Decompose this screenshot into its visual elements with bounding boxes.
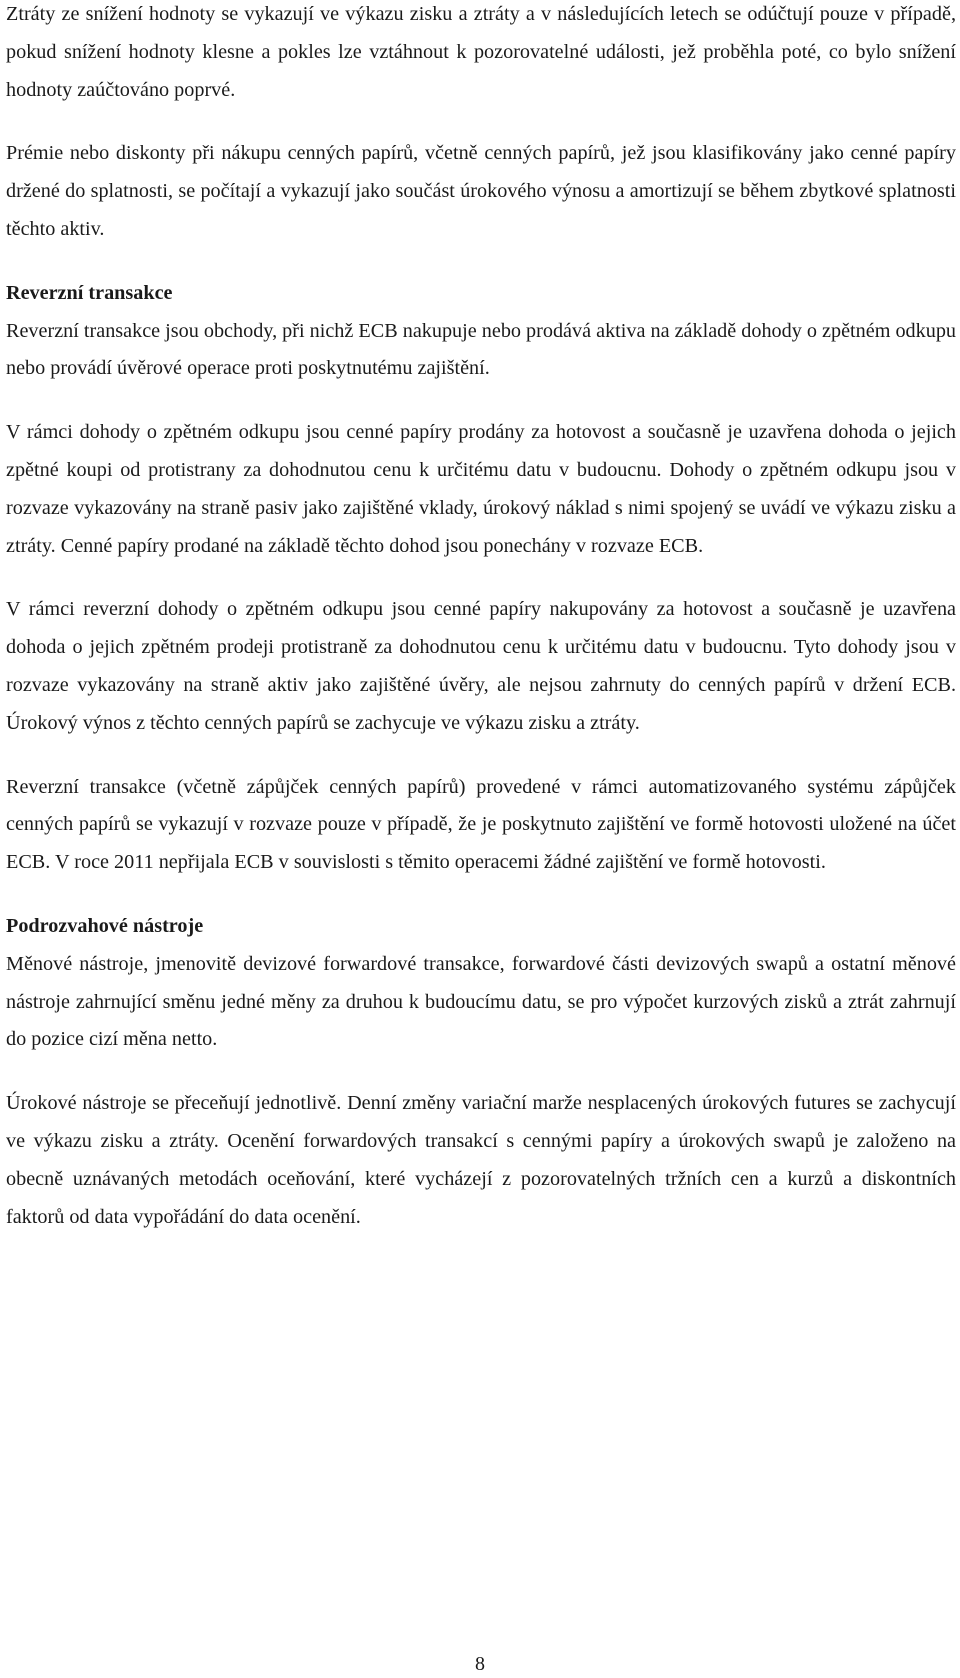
paragraph-reverse-repo-agreements: V rámci reverzní dohody o zpětném odkupu jsou cenné papíry nakupovány za hotovost a současně je uzavřena dohoda o jejich zpětném prodeji protistraně za dohodnutou cenu k určitému datu v budoucnu. Tyto dohody jsou v rozvaze vykazovány na straně aktiv jako zajištěné úvěry, ale nejsou zahrnuty do cenných papírů v držení ECB. Úrokový výnos z těchto cenných papírů se zachycuje ve výkazu zisku a ztráty. <box>6 598 956 734</box>
page-number: 8 <box>475 1653 485 1675</box>
paragraph-repo-agreements: V rámci dohody o zpětném odkupu jsou cenné papíry prodány za hotovost a současně je uzavřena dohoda o jejich zpětné koupi od protistrany za dohodnutou cenu k určitému datu v budoucnu. Dohody o zpětném odkupu jsou v rozvaze vykazovány na straně pasiv jako zajištěné vklady, úrokový náklad s nimi spojený se uvádí ve výkazu zisku a ztráty. Cenné papíry prodané na základě těchto dohod jsou ponechány v rozvaze ECB. <box>6 421 956 557</box>
paragraph-premiums-discounts: Prémie nebo diskonty při nákupu cenných papírů, včetně cenných papírů, jež jsou klasifikovány jako cenné papíry držené do splatnosti, se počítají a vykazují jako součást úrokového výnosu a amortizují se během zbytkové splatnosti těchto aktiv. <box>6 142 956 240</box>
heading-reverse-transactions: Reverzní transakce <box>6 281 173 304</box>
paragraph-securities-lending: Reverzní transakce (včetně zápůjček cenných papírů) provedené v rámci automatizovaného systému zápůjček cenných papírů se vykazují v rozvaze pouze v případě, že je poskytnuto zajištění ve formě hotovosti uložené na účet ECB. V roce 2011 nepřijala ECB v souvislosti s těmito operacemi žádné zajištění ve formě hotovosti. <box>6 775 956 874</box>
paragraph-reverse-definition: Reverzní transakce jsou obchody, při nichž ECB nakupuje nebo prodává aktiva na základě dohody o zpětném odkupu nebo provádí úvěrové operace proti poskytnutému zajištění. <box>6 319 957 380</box>
document-page <box>6 0 958 1236</box>
paragraph-interest-rate-instruments: Úrokové nástroje se přeceňují jednotlivě. Denní změny variační marže nesplacených úrokových futures se zachycují ve výkazu zisku a ztráty. Ocenění forwardových transakcí s cennými papíry a úrokových swapů je založeno na obecně uznávaných metodách oceňování, které vycházejí z pozorovatelných tržních cen a kurzů a diskontních faktorů od data vypořádání do data ocenění. <box>6 1092 956 1228</box>
paragraph-impairment-losses: Ztráty ze snížení hodnoty se vykazují ve výkazu zisku a ztráty a v následujících letech se odúčtují pouze v případě, pokud snížení hodnoty klesne a pokles lze vztáhnout k pozorovatelné události, jež proběhla poté, co bylo snížení hodnoty zaúčtováno poprvé. <box>6 3 956 101</box>
heading-off-balance-instruments: Podrozvahové nástroje <box>6 914 204 937</box>
paragraph-currency-instruments: Měnové nástroje, jmenovitě devizové forwardové transakce, forwardové části devizových swapů a ostatní měnové nástroje zahrnující směnu jedné měny za druhou k budoucímu datu, se pro výpočet kurzových zisků a ztrát zahrnují do pozice cizí měna netto. <box>6 952 956 1051</box>
